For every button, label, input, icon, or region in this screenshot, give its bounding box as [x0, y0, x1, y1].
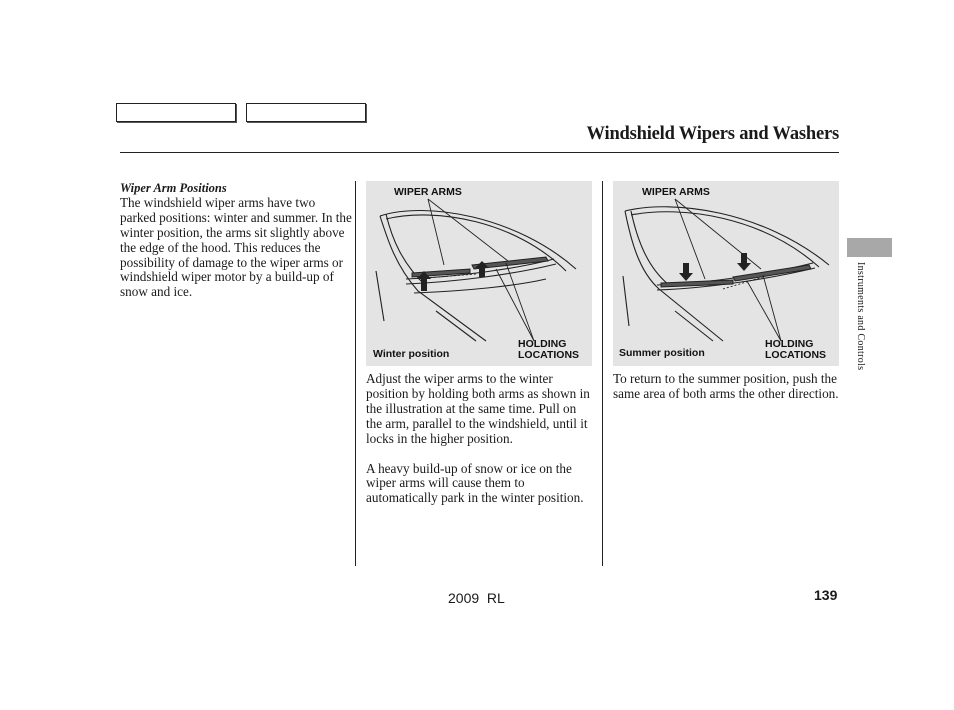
- holding-label-line1: HOLDING: [518, 338, 567, 350]
- column-2-paragraph-1: Adjust the wiper arms to the winter position by holding both arms as shown in the illustration at the same time. Pull on the arm, parallel to the windshield, until it locks in the higher position.: [366, 371, 590, 446]
- column-divider-1: [355, 181, 356, 566]
- column-2-paragraph-2: A heavy build-up of snow or ice on the wiper arms will cause them to automatically park in the winter position.: [366, 460, 584, 506]
- column-3: [613, 372, 841, 402]
- column-3-paragraph-1: To return to the summer position, push the same area of both arms the other direction.: [613, 371, 839, 401]
- holding-label-line2: LOCATIONS: [518, 349, 580, 361]
- footer-model: 2009 RL: [448, 590, 505, 606]
- summer-position-figure: [613, 181, 839, 366]
- holding-label-line2: LOCATIONS: [765, 349, 827, 361]
- wiper-arms-label: WIPER ARMS: [642, 186, 710, 198]
- nav-tab-box-2[interactable]: [246, 103, 366, 122]
- column-2: [366, 372, 592, 506]
- column-1-body: The windshield wiper arms have two parked positions: winter and summer. In the winter position, the arms sit slightly above the edge of the hood. This reduces the possibility of damage to the wiper arms or windshield wiper motor by a build-up of snow and ice.: [120, 194, 352, 300]
- nav-tab-box-1[interactable]: [116, 103, 236, 122]
- title-rule: [120, 152, 839, 153]
- wiper-arms-label: WIPER ARMS: [394, 186, 462, 198]
- page-number: 139: [814, 587, 838, 603]
- page-title: Windshield Wipers and Washers: [586, 124, 839, 144]
- figure-caption: Summer position: [619, 347, 705, 359]
- section-tab[interactable]: [847, 238, 892, 257]
- section-sidebar-label: Instruments and Controls: [855, 262, 866, 371]
- winter-position-figure: [366, 181, 592, 366]
- column-1: [120, 181, 352, 300]
- holding-label-line1: HOLDING: [765, 338, 814, 350]
- column-divider-2: [602, 181, 603, 566]
- figure-caption: Winter position: [373, 348, 450, 360]
- section-subheading: Wiper Arm Positions: [120, 181, 227, 195]
